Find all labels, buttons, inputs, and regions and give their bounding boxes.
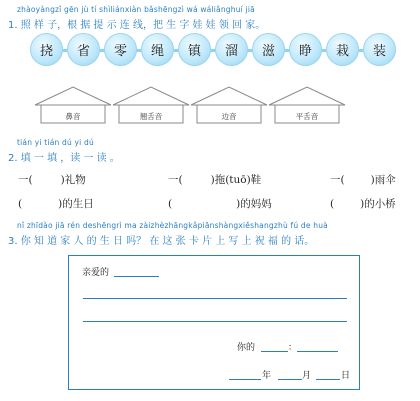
fill-phrase: )雨伞: [370, 174, 396, 186]
fill-open: (: [168, 198, 173, 210]
fill-phrase: )的生日: [58, 198, 94, 210]
fill-phrase: )的妈妈: [236, 198, 272, 210]
character-bead[interactable]: 绳: [141, 33, 174, 66]
greeting-name-line[interactable]: [114, 276, 159, 277]
house-label: 翘舌音: [139, 112, 163, 121]
character-bead[interactable]: 镇: [178, 33, 211, 66]
q1-title: 1. 照 样 子，根 据 提 示 连 线，把 生 字 娃 娃 领 回 家。: [8, 20, 266, 31]
character-bead[interactable]: 装: [363, 33, 396, 66]
day-line[interactable]: [316, 379, 340, 380]
character-bead-row: [30, 33, 402, 67]
card-sign-label: 你的: [237, 343, 256, 353]
blank-gift[interactable]: [18, 172, 86, 187]
q1-pinyin: zhàoyàngzǐ gēn jù tí shìliánxiàn bǎshēngzì wá wáliǎnghuí jiā: [17, 5, 255, 14]
character-bead[interactable]: 挠: [30, 33, 63, 66]
blank-mother[interactable]: [168, 196, 272, 211]
character-bead[interactable]: 睁: [289, 33, 322, 66]
character-bead[interactable]: 零: [104, 33, 137, 66]
q3-pinyin: nǐ zhīdào jiā rén deshēngrì ma zàizhèzhāngkǎpiānshàngxiěshangzhù fú de huà: [17, 221, 328, 230]
sign-name-line[interactable]: [297, 351, 338, 352]
q3-title: 3. 你 知 道 家 人 的 生 日 吗？ 在 这 张 卡 片 上 写 上 祝 福 的 话。: [8, 236, 315, 247]
message-line-1[interactable]: [83, 298, 347, 299]
card-year: 年: [262, 371, 272, 381]
house-label: 边音: [221, 112, 237, 121]
birthday-card: [68, 255, 360, 390]
month-line[interactable]: [278, 379, 302, 380]
blank-bridge[interactable]: [330, 196, 396, 211]
fill-open: 一(: [330, 174, 345, 186]
character-bead[interactable]: 滋: [252, 33, 285, 66]
fill-open: 一(: [168, 174, 183, 186]
fill-phrase: )礼物: [60, 174, 86, 186]
fill-open: (: [18, 198, 23, 210]
fill-phrase: )拖(tuō)鞋: [210, 174, 262, 186]
house-lateral[interactable]: [189, 83, 269, 128]
house-flat-tongue[interactable]: [267, 83, 347, 128]
house-label: 鼻音: [65, 112, 81, 121]
house-nasal[interactable]: [33, 83, 113, 128]
character-bead[interactable]: 省: [67, 33, 100, 66]
card-greeting: 亲爱的: [82, 268, 110, 278]
card-day: 日: [341, 371, 351, 381]
message-line-2[interactable]: [83, 321, 347, 322]
sign-relation-line[interactable]: [261, 351, 288, 352]
year-line[interactable]: [229, 379, 261, 380]
blank-birthday[interactable]: [18, 196, 94, 211]
character-bead[interactable]: 溜: [215, 33, 248, 66]
card-month: 月: [302, 371, 312, 381]
house-label: 平舌音: [295, 112, 319, 121]
q2-pinyin: tián yi tián dú yi dú: [17, 138, 94, 147]
card-colon: ：: [288, 343, 298, 353]
character-bead[interactable]: 栽: [326, 33, 359, 66]
blank-umbrella[interactable]: [330, 172, 396, 187]
q2-title: 2. 填 一 填 ，读 一 读 。: [8, 153, 120, 164]
fill-phrase: )的小桥: [360, 198, 396, 210]
fill-open: 一(: [18, 174, 33, 186]
house-retroflex[interactable]: [111, 83, 191, 128]
blank-slippers[interactable]: [168, 172, 261, 187]
fill-open: (: [330, 198, 335, 210]
